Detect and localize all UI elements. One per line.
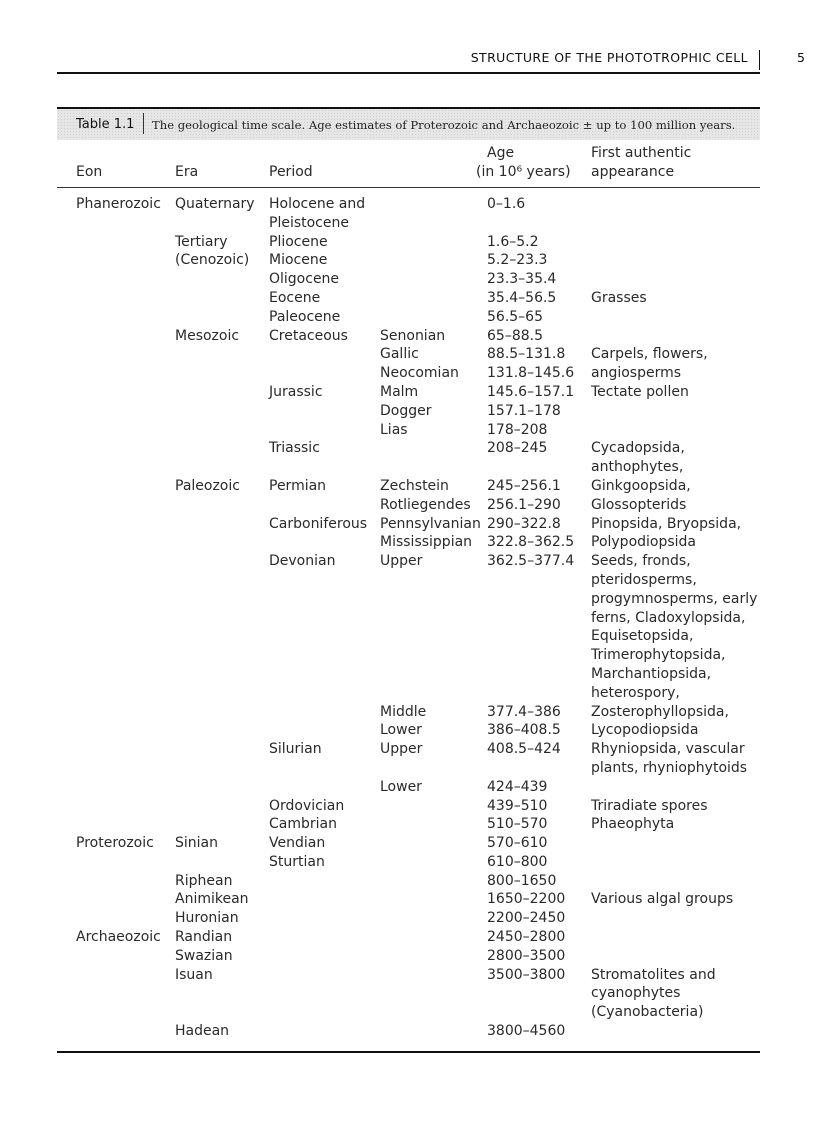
cell-first: pteridosperms, — [591, 571, 697, 588]
cell-period: Permian — [269, 477, 327, 494]
cell-first: Polypodiopsida — [591, 534, 697, 551]
table-row — [57, 853, 760, 872]
cell-first: angiosperms — [591, 365, 682, 382]
cell-age: 5.2–23.3 — [487, 252, 548, 269]
cell-period: Miocene — [269, 252, 328, 269]
cell-era: Huronian — [175, 910, 239, 927]
header-first-line1: First authentic — [591, 145, 692, 161]
table-row — [57, 270, 760, 289]
cell-age: 88.5–131.8 — [487, 346, 566, 363]
cell-age: 178–208 — [487, 421, 548, 438]
cell-age: 208–245 — [487, 440, 548, 457]
cell-age: 3800–4560 — [487, 1023, 566, 1040]
cell-age: 408.5–424 — [487, 741, 561, 758]
cell-first: Lycopodiopsida — [591, 722, 699, 739]
table-header — [57, 144, 760, 184]
table-row — [57, 703, 760, 722]
cell-epoch: Neocomian — [380, 365, 459, 382]
cell-age: 2450–2800 — [487, 929, 566, 946]
cell-epoch: Middle — [380, 703, 427, 720]
table-row — [57, 308, 760, 327]
table-row — [57, 590, 760, 609]
cell-eon: Phanerozoic — [76, 196, 161, 212]
table-row — [57, 966, 760, 985]
cell-period: Oligocene — [269, 271, 340, 288]
cell-eon: Archaeozoic — [76, 929, 161, 946]
table-row — [57, 909, 760, 928]
cell-first: Glossopterids — [591, 496, 687, 513]
cell-epoch: Senonian — [380, 327, 446, 344]
cell-first: Stromatolites and — [591, 966, 716, 983]
cell-first: Rhyniopsida, vascular — [591, 741, 745, 758]
table-body — [57, 195, 760, 1041]
cell-period: Carboniferous — [269, 515, 368, 532]
running-head — [57, 50, 760, 72]
cell-age: 157.1–178 — [487, 402, 561, 419]
table-row — [57, 458, 760, 477]
table-label: Table 1.1 — [76, 117, 135, 132]
table-row — [57, 1022, 760, 1041]
table-row — [57, 797, 760, 816]
table-row — [57, 289, 760, 308]
table-row — [57, 646, 760, 665]
cell-first: cyanophytes — [591, 985, 681, 1002]
table-row — [57, 740, 760, 759]
table-bottom-rule — [57, 1051, 760, 1053]
cell-era: Tertiary — [175, 233, 228, 250]
cell-first: progymnosperms, early — [591, 590, 758, 607]
cell-first: ferns, Cladoxylopsida, — [591, 609, 746, 626]
cell-era: Isuan — [175, 966, 213, 983]
header-age-line1: Age — [487, 145, 515, 161]
table-row — [57, 515, 760, 534]
cell-age: 610–800 — [487, 853, 548, 870]
cell-age: 56.5–65 — [487, 308, 543, 325]
cell-first: Pinopsida, Bryopsida, — [591, 515, 742, 532]
cell-period: Cretaceous — [269, 327, 348, 344]
running-head-title: STRUCTURE OF THE PHOTOTROPHIC CELL — [470, 50, 748, 65]
table-row — [57, 1003, 760, 1022]
cell-period: Jurassic — [269, 383, 323, 400]
table-caption — [57, 107, 760, 140]
running-head-rule — [57, 72, 760, 74]
cell-era: Randian — [175, 929, 233, 946]
cell-first: Grasses — [591, 289, 647, 306]
cell-first: heterospory, — [591, 684, 680, 701]
table-row — [57, 778, 760, 797]
cell-first: Zosterophyllopsida, — [591, 703, 729, 720]
table-row — [57, 195, 760, 214]
cell-age: 386–408.5 — [487, 722, 561, 739]
cell-age: 377.4–386 — [487, 703, 561, 720]
cell-epoch: Lower — [380, 778, 422, 795]
cell-epoch: Zechstein — [380, 477, 449, 494]
cell-first: anthophytes, — [591, 459, 684, 476]
cell-period: Paleocene — [269, 308, 341, 325]
cell-period: Devonian — [269, 553, 336, 570]
table-row — [57, 627, 760, 646]
table-row — [57, 402, 760, 421]
cell-epoch: Gallic — [380, 346, 419, 363]
cell-period: Eocene — [269, 289, 321, 306]
caption-divider — [143, 113, 144, 134]
table-row — [57, 439, 760, 458]
table-row — [57, 684, 760, 703]
cell-epoch: Malm — [380, 383, 419, 400]
cell-age: 439–510 — [487, 797, 548, 814]
cell-first: (Cyanobacteria) — [591, 1004, 704, 1021]
header-first-line2: appearance — [591, 164, 675, 180]
cell-age: 23.3–35.4 — [487, 271, 557, 288]
table-row — [57, 496, 760, 515]
table-row — [57, 890, 760, 909]
table-row — [57, 609, 760, 628]
cell-age: 65–88.5 — [487, 327, 543, 344]
cell-period: Vendian — [269, 835, 326, 852]
cell-age: 1.6–5.2 — [487, 233, 539, 250]
table-row — [57, 327, 760, 346]
cell-first: Tectate pollen — [591, 383, 689, 400]
running-head-divider — [759, 50, 761, 70]
header-rule — [57, 187, 760, 188]
cell-era: Animikean — [175, 891, 249, 908]
cell-epoch: Upper — [380, 741, 423, 758]
cell-epoch: Mississippian — [380, 534, 473, 551]
table-row — [57, 815, 760, 834]
header-era: Era — [175, 164, 199, 180]
cell-age: 256.1–290 — [487, 496, 561, 513]
cell-first: Carpels, flowers, — [591, 346, 708, 363]
cell-first: Triradiate spores — [591, 797, 708, 814]
cell-age: 362.5–377.4 — [487, 553, 575, 570]
table-row — [57, 345, 760, 364]
cell-epoch: Pennsylvanian — [380, 515, 481, 532]
page-number: 5 — [797, 50, 805, 65]
cell-period: Cambrian — [269, 816, 337, 833]
cell-first: plants, rhyniophytoids — [591, 759, 748, 776]
cell-age: 2200–2450 — [487, 910, 566, 927]
cell-first: Various algal groups — [591, 891, 734, 908]
cell-period: Sturtian — [269, 853, 325, 870]
table-row — [57, 214, 760, 233]
table-row — [57, 665, 760, 684]
cell-age: 35.4–56.5 — [487, 289, 557, 306]
table-row — [57, 533, 760, 552]
table-row — [57, 721, 760, 740]
cell-first: Phaeophyta — [591, 816, 675, 833]
table-caption-text: The geological time scale. Age estimates of Proterozoic and Archaeozoic ± up to 100 million years. — [152, 118, 736, 132]
cell-age: 0–1.6 — [487, 196, 526, 212]
cell-era: Quaternary — [175, 196, 255, 212]
cell-age: 290–322.8 — [487, 515, 561, 532]
cell-epoch: Lower — [380, 722, 422, 739]
header-period: Period — [269, 164, 313, 180]
cell-age: 322.8–362.5 — [487, 534, 575, 551]
cell-age: 510–570 — [487, 816, 548, 833]
cell-age: 570–610 — [487, 835, 548, 852]
cell-first: Ginkgoopsida, — [591, 477, 691, 494]
cell-period: Pliocene — [269, 233, 328, 250]
table-row — [57, 947, 760, 966]
table-row — [57, 759, 760, 778]
cell-first: Marchantiopsida, — [591, 665, 712, 682]
table-row — [57, 872, 760, 891]
cell-eon: Proterozoic — [76, 835, 154, 852]
cell-epoch: Lias — [380, 421, 408, 438]
table-row — [57, 552, 760, 571]
table-row — [57, 383, 760, 402]
table-row — [57, 364, 760, 383]
cell-era: Hadean — [175, 1023, 230, 1040]
cell-era: Swazian — [175, 947, 233, 964]
cell-age: 2800–3500 — [487, 947, 566, 964]
cell-age: 1650–2200 — [487, 891, 566, 908]
cell-age: 424–439 — [487, 778, 548, 795]
cell-epoch: Dogger — [380, 402, 432, 419]
cell-era: Mesozoic — [175, 327, 240, 344]
table-row — [57, 571, 760, 590]
table-row — [57, 928, 760, 947]
table-row — [57, 421, 760, 440]
cell-epoch: Rotliegendes — [380, 496, 471, 513]
cell-period: Triassic — [269, 440, 320, 457]
table-row — [57, 984, 760, 1003]
cell-period: Holocene and — [269, 196, 366, 212]
cell-first: Cycadopsida, — [591, 440, 685, 457]
cell-first: Equisetopsida, — [591, 628, 694, 645]
cell-era: Paleozoic — [175, 477, 240, 494]
cell-period: Pleistocene — [269, 214, 349, 231]
cell-first: Seeds, fronds, — [591, 553, 691, 570]
cell-era: Riphean — [175, 872, 233, 889]
table-row — [57, 477, 760, 496]
header-eon: Eon — [76, 164, 103, 180]
table-row — [57, 233, 760, 252]
header-age-line2: (in 10⁶ years) — [476, 164, 571, 180]
cell-epoch: Upper — [380, 553, 423, 570]
cell-first: Trimerophytopsida, — [591, 647, 726, 664]
cell-age: 3500–3800 — [487, 966, 566, 983]
cell-era: (Cenozoic) — [175, 252, 250, 269]
cell-age: 131.8–145.6 — [487, 365, 575, 382]
table-row — [57, 834, 760, 853]
table-row — [57, 251, 760, 270]
cell-period: Ordovician — [269, 797, 345, 814]
cell-age: 800–1650 — [487, 872, 557, 889]
cell-age: 145.6–157.1 — [487, 383, 575, 400]
cell-age: 245–256.1 — [487, 477, 561, 494]
cell-period: Silurian — [269, 741, 322, 758]
cell-era: Sinian — [175, 835, 218, 852]
